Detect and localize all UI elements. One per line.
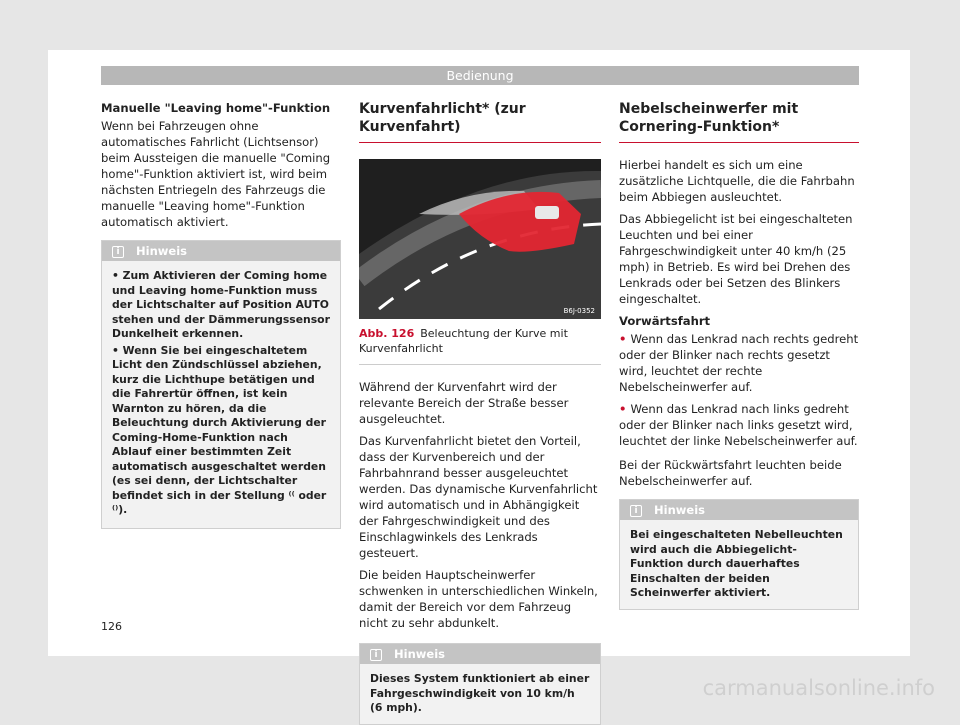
bullet-item: • Wenn das Lenkrad nach rechts gedreht oder der Blinker nach rechts gesetzt wird, leuchtet der rechte Nebelscheinwerfer auf. — [619, 332, 859, 394]
paragraph: Die beiden Hauptscheinwerfer schwenken in unterschiedlichen Winkeln, damit der Bereich vor dem Fahrzeug nicht zu sehr abdunkelt. — [359, 568, 598, 630]
note-title: Hinweis — [394, 647, 445, 661]
paragraph: Das Abbiegelicht ist bei eingeschalteten Leuchten und bei einer Fahrgeschwindigkeit unter 40 km/h (25 mph) in Betrieb. Es wird bei Drehen des Lenkrads oder bei Setzen des Blinkers eingeschaltet. — [619, 212, 853, 306]
note-header — [102, 241, 340, 261]
note-body — [102, 261, 340, 528]
bullet-item: • Wenn das Lenkrad nach links gedreht oder der Blinker nach links gesetzt wird, leuchtet der linke Nebelscheinwerfer auf. — [619, 402, 858, 448]
section-title-nebelscheinwerfer: Nebelscheinwerfer mit Cornering-Funktion* — [619, 100, 859, 143]
figure-caption — [359, 327, 601, 365]
paragraph-leaving-home: Wenn bei Fahrzeugen ohne automatisches Fahrlicht (Lichtsensor) beim Aussteigen die manuelle "Coming home"-Funktion aktiviert ist, wird beim nächsten Entriegeln des Fahrzeugs die manuelle "Leaving home"-Funktion automatisch aktiviert. — [101, 119, 331, 229]
section-title-kurvenfahrlicht: Kurvenfahrlicht* (zur Kurvenfahrt) — [359, 100, 601, 143]
bullet-icon: • — [619, 402, 631, 416]
figure-caption-text: Beleuchtung der Kurve mit Kurvenfahrlicht — [359, 327, 568, 355]
paragraph: Hierbei handelt es sich um eine zusätzliche Lichtquelle, die die Fahrbahn beim Abbiegen ausleuchtet. — [619, 158, 855, 204]
paragraph: Während der Kurvenfahrt wird der relevante Bereich der Straße besser ausgeleuchtet. — [359, 380, 569, 426]
note-box-right — [619, 499, 859, 610]
column-right — [619, 100, 859, 610]
info-icon: i — [630, 505, 642, 517]
column-middle — [359, 100, 601, 725]
info-icon: i — [112, 246, 124, 258]
note-item: • Zum Aktivieren der Coming home und Leaving home-Funktion muss der Lichtschalter auf Position AUTO stehen und der Dämmerungssensor Dunkelheit erkennen. — [112, 269, 330, 340]
note-box-middle — [359, 643, 601, 725]
page-number: 126 — [101, 620, 122, 633]
info-icon: i — [370, 649, 382, 661]
bullet-icon: • — [619, 332, 631, 346]
section-header: Bedienung — [101, 66, 859, 85]
note-header — [620, 500, 858, 520]
note-title: Hinweis — [654, 503, 705, 517]
bullet-icon: • — [112, 343, 123, 357]
note-body: Bei eingeschalteten Nebelleuchten wird auch die Abbiegelicht-Funktion durch dauerhaftes Einschalten der beiden Scheinwerfer aktiviert. — [630, 528, 843, 599]
figure-label: Abb. 126 — [359, 327, 415, 340]
note-header — [360, 644, 600, 664]
note-item: • Wenn Sie bei eingeschaltetem Licht den Zündschlüssel abziehen, kurz die Lichthupe betätigen und die Fahrertür öffnen, ist kein Warnton zu hören, da die Beleuchtung durch Aktivierung der Coming-Home-Funktion nach Ablauf einer bestimmten Zeit automatisch ausgeschaltet werden (es sei denn, der Lichtschalter befindet sich in der Stellung ⁽⁽ oder ⁽⁾). — [112, 343, 327, 516]
note-title: Hinweis — [136, 244, 187, 258]
note-body: Dieses System funktioniert ab einer Fahrgeschwindigkeit von 10 km/h (6 mph). — [370, 672, 590, 714]
figure-code: B6J-0352 — [563, 307, 595, 315]
subheading-vorwaertsfahrt: Vorwärtsfahrt — [619, 314, 711, 328]
road-illustration — [359, 159, 601, 319]
paragraph: Das Kurvenfahrlicht bietet den Vorteil, dass der Kurvenbereich und der Fahrbahnrand besser ausgeleuchtet werden. Das dynamische Kurvenfahrlicht wird automatisch und in Abhängigkeit der Fahrgeschwindigkeit und des Einschlagwinkels des Lenkrads gesteuert. — [359, 434, 598, 560]
watermark: carmanualsonline.info — [702, 676, 935, 700]
note-box-left — [101, 240, 341, 529]
subheading-leaving-home: Manuelle "Leaving home"-Funktion — [101, 101, 331, 115]
bullet-icon: • — [112, 269, 123, 282]
column-left — [101, 100, 341, 529]
figure-cornering-light — [359, 159, 601, 319]
paragraph: Bei der Rückwärtsfahrt leuchten beide Nebelscheinwerfer auf. — [619, 458, 842, 488]
